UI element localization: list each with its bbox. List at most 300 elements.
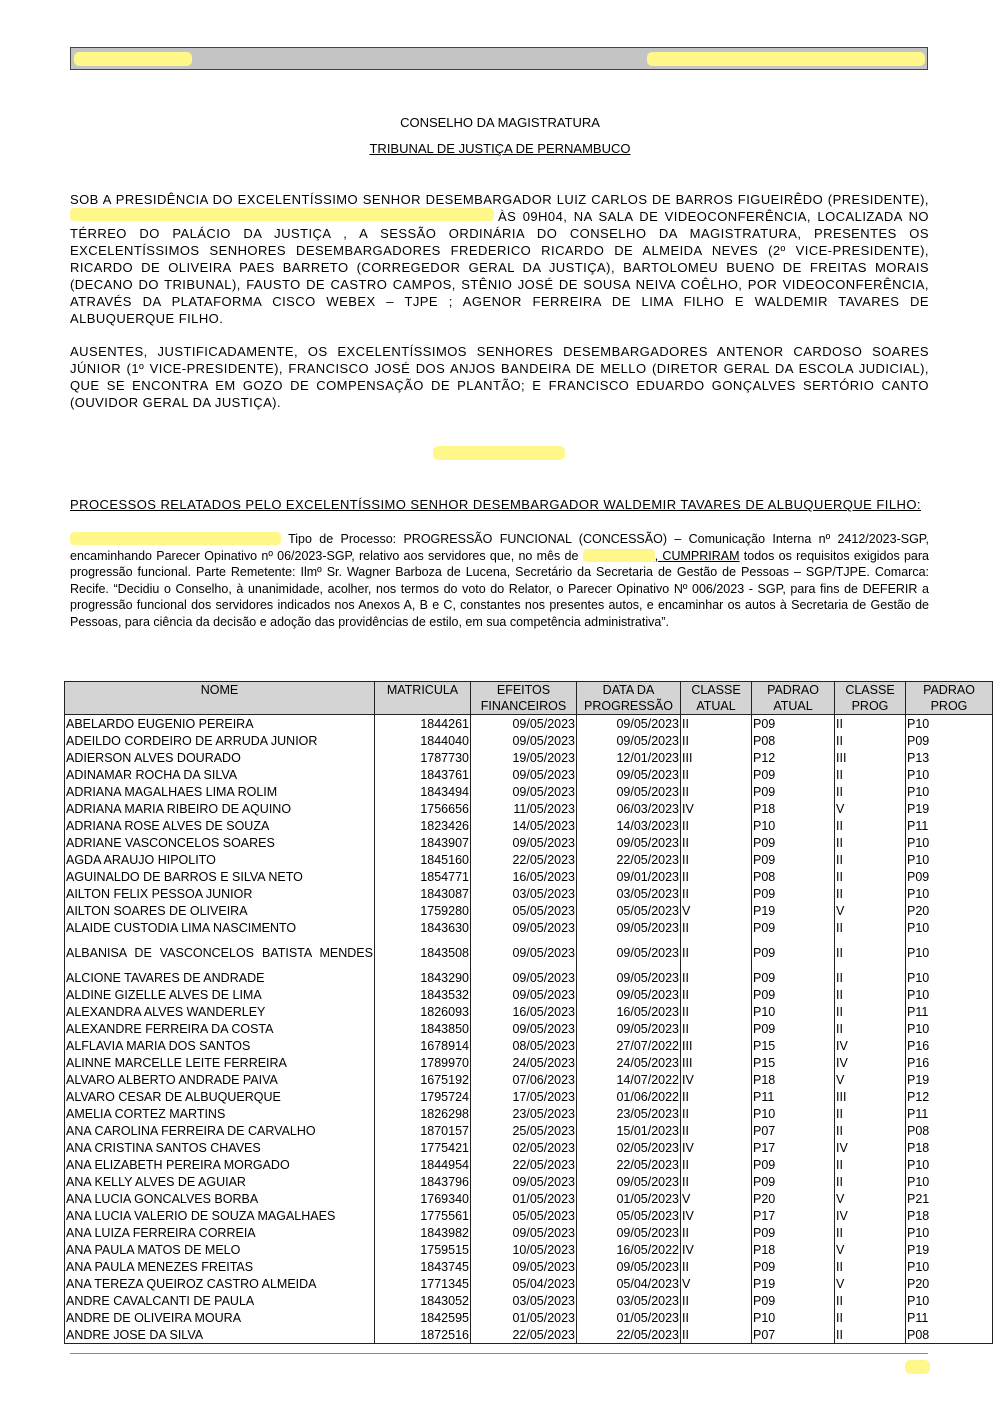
- intro-line-2: ÀS 09H04, NA SALA DE VIDEOCONFERÊNCIA, LOCALIZADA NO: [498, 209, 929, 224]
- table-cell: II: [835, 1224, 906, 1241]
- table-cell: ANA KELLY ALVES DE AGUIAR: [65, 1173, 375, 1190]
- table-cell: P10: [906, 936, 993, 969]
- table-cell: IV: [681, 1207, 752, 1224]
- table-cell: 1843850: [375, 1020, 471, 1037]
- table-cell: II: [835, 783, 906, 800]
- table-cell: 01/06/2022: [577, 1088, 681, 1105]
- table-cell: II: [835, 817, 906, 834]
- table-cell: P10: [906, 1258, 993, 1275]
- table-cell: ALCIONE TAVARES DE ANDRADE: [65, 969, 375, 986]
- table-cell: 1844040: [375, 732, 471, 749]
- table-cell: 09/05/2023: [577, 1258, 681, 1275]
- table-cell: ANA CAROLINA FERREIRA DE CARVALHO: [65, 1122, 375, 1139]
- table-cell: ANDRE JOSE DA SILVA: [65, 1326, 375, 1344]
- table-cell: 03/05/2023: [577, 885, 681, 902]
- table-row: [65, 1292, 993, 1309]
- table-cell: ADINAMAR ROCHA DA SILVA: [65, 766, 375, 783]
- table-cell: P10: [906, 919, 993, 936]
- table-cell: P12: [752, 749, 835, 766]
- col-header: CLASSE PROG: [835, 682, 906, 715]
- table-cell: P19: [752, 1275, 835, 1292]
- table-cell: V: [835, 1241, 906, 1258]
- table-row: [65, 1037, 993, 1054]
- table-cell: II: [681, 1122, 752, 1139]
- table-cell: 1872516: [375, 1326, 471, 1344]
- table-cell: P19: [906, 800, 993, 817]
- table-cell: P20: [906, 902, 993, 919]
- table-cell: II: [681, 969, 752, 986]
- table-cell: 09/05/2023: [471, 766, 577, 783]
- table-cell: P19: [752, 902, 835, 919]
- table-cell: V: [681, 902, 752, 919]
- table-cell: P13: [906, 749, 993, 766]
- table-row: [65, 902, 993, 919]
- table-cell: P11: [752, 1088, 835, 1105]
- table-cell: P09: [752, 851, 835, 868]
- table-cell: II: [681, 1020, 752, 1037]
- table-cell: 09/05/2023: [577, 1020, 681, 1037]
- table-cell: II: [681, 1224, 752, 1241]
- table-cell: V: [835, 1190, 906, 1207]
- table-row: [65, 986, 993, 1003]
- table-cell: II: [835, 851, 906, 868]
- page-number-highlight: [905, 1360, 930, 1374]
- progression-table: [64, 681, 993, 1344]
- table-cell: 09/05/2023: [471, 715, 577, 733]
- table-header-row: [65, 682, 993, 715]
- table-cell: 1845160: [375, 851, 471, 868]
- council-title: CONSELHO DA MAGISTRATURA: [400, 115, 600, 130]
- table-cell: 27/07/2022: [577, 1037, 681, 1054]
- table-cell: III: [681, 1054, 752, 1071]
- table-row: [65, 783, 993, 800]
- table-cell: P16: [906, 1037, 993, 1054]
- table-cell: 09/05/2023: [577, 766, 681, 783]
- table-row: [65, 1003, 993, 1020]
- table-cell: P10: [906, 969, 993, 986]
- table-cell: P10: [906, 783, 993, 800]
- table-cell: II: [681, 885, 752, 902]
- table-cell: P11: [906, 1105, 993, 1122]
- table-row: [65, 834, 993, 851]
- table-cell: AILTON SOARES DE OLIVEIRA: [65, 902, 375, 919]
- table-cell: ALDINE GIZELLE ALVES DE LIMA: [65, 986, 375, 1003]
- table-cell: II: [681, 1326, 752, 1344]
- table-cell: 02/05/2023: [471, 1139, 577, 1156]
- table-cell: 1843982: [375, 1224, 471, 1241]
- table-cell: 01/05/2023: [577, 1309, 681, 1326]
- table-cell: V: [835, 800, 906, 817]
- table-cell: P12: [906, 1088, 993, 1105]
- table-cell: IV: [835, 1037, 906, 1054]
- table-cell: ANA PAULA MENEZES FREITAS: [65, 1258, 375, 1275]
- table-cell: III: [681, 1037, 752, 1054]
- table-cell: 09/05/2023: [471, 1224, 577, 1241]
- table-cell: II: [681, 783, 752, 800]
- table-cell: 1842595: [375, 1309, 471, 1326]
- table-row: [65, 1275, 993, 1292]
- table-row: [65, 1156, 993, 1173]
- table-cell: 09/05/2023: [471, 1258, 577, 1275]
- table-cell: II: [835, 1292, 906, 1309]
- col-header: MATRICULA: [375, 682, 471, 715]
- table-cell: II: [835, 1258, 906, 1275]
- table-cell: II: [835, 868, 906, 885]
- table-cell: 24/05/2023: [471, 1054, 577, 1071]
- table-cell: II: [681, 919, 752, 936]
- table-cell: III: [835, 1088, 906, 1105]
- table-cell: II: [835, 766, 906, 783]
- table-cell: 14/05/2023: [471, 817, 577, 834]
- table-cell: 09/05/2023: [471, 919, 577, 936]
- table-cell: II: [835, 1173, 906, 1190]
- table-cell: 1843508: [375, 936, 471, 969]
- table-cell: 09/05/2023: [471, 936, 577, 969]
- table-cell: 16/05/2023: [471, 868, 577, 885]
- table-cell: 1843494: [375, 783, 471, 800]
- table-cell: V: [681, 1275, 752, 1292]
- table-cell: 22/05/2023: [577, 1156, 681, 1173]
- table-cell: IV: [681, 1071, 752, 1088]
- table-cell: 09/05/2023: [471, 834, 577, 851]
- table-cell: P08: [752, 732, 835, 749]
- table-cell: ABELARDO EUGENIO PEREIRA: [65, 715, 375, 733]
- table-cell: 1843630: [375, 919, 471, 936]
- table-cell: III: [681, 749, 752, 766]
- table-cell: 09/05/2023: [577, 986, 681, 1003]
- table-cell: 02/05/2023: [577, 1139, 681, 1156]
- table-cell: ADRIANA MARIA RIBEIRO DE AQUINO: [65, 800, 375, 817]
- table-row: [65, 749, 993, 766]
- redaction-highlight: [647, 52, 925, 66]
- table-cell: 1675192: [375, 1071, 471, 1088]
- table-cell: II: [835, 1003, 906, 1020]
- table-cell: P11: [906, 1309, 993, 1326]
- table-row: [65, 1241, 993, 1258]
- table-cell: P09: [752, 936, 835, 969]
- table-cell: P21: [906, 1190, 993, 1207]
- table-row: [65, 885, 993, 902]
- table-cell: 1843745: [375, 1258, 471, 1275]
- table-cell: V: [835, 1275, 906, 1292]
- table-cell: II: [835, 1156, 906, 1173]
- col-header: DATA DA PROGRESSÃO: [577, 682, 681, 715]
- table-cell: 09/05/2023: [471, 1020, 577, 1037]
- table-cell: 1795724: [375, 1088, 471, 1105]
- table-cell: 24/05/2023: [577, 1054, 681, 1071]
- table-cell: 01/05/2023: [471, 1190, 577, 1207]
- table-cell: ANDRE DE OLIVEIRA MOURA: [65, 1309, 375, 1326]
- table-cell: ALVARO CESAR DE ALBUQUERQUE: [65, 1088, 375, 1105]
- table-row: [65, 1088, 993, 1105]
- table-cell: P16: [906, 1054, 993, 1071]
- table-cell: P07: [752, 1326, 835, 1344]
- table-cell: ANA CRISTINA SANTOS CHAVES: [65, 1139, 375, 1156]
- table-row: [65, 800, 993, 817]
- table-row: [65, 1071, 993, 1088]
- table-cell: P09: [752, 969, 835, 986]
- table-cell: II: [681, 817, 752, 834]
- table-row: [65, 1207, 993, 1224]
- table-cell: 22/05/2023: [471, 1156, 577, 1173]
- table-cell: P08: [752, 868, 835, 885]
- table-cell: P20: [906, 1275, 993, 1292]
- table-row: [65, 1326, 993, 1344]
- table-cell: P18: [752, 800, 835, 817]
- table-cell: 22/05/2023: [577, 851, 681, 868]
- table-cell: P20: [752, 1190, 835, 1207]
- redaction-highlight: [583, 549, 655, 562]
- table-cell: 09/05/2023: [577, 919, 681, 936]
- table-cell: II: [835, 986, 906, 1003]
- table-cell: AGUINALDO DE BARROS E SILVA NETO: [65, 868, 375, 885]
- table-cell: 14/07/2022: [577, 1071, 681, 1088]
- table-cell: ALAIDE CUSTODIA LIMA NASCIMENTO: [65, 919, 375, 936]
- table-cell: P11: [906, 1003, 993, 1020]
- intro-line-1: SOB A PRESIDÊNCIA DO EXCELENTÍSSIMO SENHOR DESEMBARGADOR LUIZ CARLOS DE BARROS FIGUEIRÊDO (PRESIDENTE),: [70, 192, 929, 207]
- table-cell: II: [681, 732, 752, 749]
- table-cell: 03/05/2023: [471, 1292, 577, 1309]
- table-cell: 09/05/2023: [471, 969, 577, 986]
- table-cell: 22/05/2023: [471, 851, 577, 868]
- table-cell: 1771345: [375, 1275, 471, 1292]
- table-cell: P09: [752, 834, 835, 851]
- col-header: PADRAO ATUAL: [752, 682, 835, 715]
- table-cell: ALFLAVIA MARIA DOS SANTOS: [65, 1037, 375, 1054]
- table-cell: 03/05/2023: [471, 885, 577, 902]
- table-cell: II: [681, 851, 752, 868]
- table-cell: ADEILDO CORDEIRO DE ARRUDA JUNIOR: [65, 732, 375, 749]
- table-cell: P10: [906, 885, 993, 902]
- processes-heading: PROCESSOS RELATADOS PELO EXCELENTÍSSIMO SENHOR DESEMBARGADOR WALDEMIR TAVARES DE ALBUQUERQUE FILHO:: [70, 497, 921, 512]
- table-cell: 09/05/2023: [577, 732, 681, 749]
- table-cell: 22/05/2023: [577, 1326, 681, 1344]
- table-cell: II: [681, 1003, 752, 1020]
- table-cell: II: [681, 1156, 752, 1173]
- table-cell: ALBANISA DE VASCONCELOS BATISTA MENDES: [65, 936, 375, 969]
- table-cell: II: [835, 919, 906, 936]
- table-cell: ANA LUCIA GONCALVES BORBA: [65, 1190, 375, 1207]
- table-cell: P08: [906, 1326, 993, 1344]
- table-cell: P10: [752, 817, 835, 834]
- table-cell: II: [681, 1258, 752, 1275]
- table-cell: 05/04/2023: [577, 1275, 681, 1292]
- table-cell: 23/05/2023: [471, 1105, 577, 1122]
- table-cell: 09/05/2023: [471, 783, 577, 800]
- table-cell: II: [835, 936, 906, 969]
- table-cell: ALVARO ALBERTO ANDRADE PAIVA: [65, 1071, 375, 1088]
- table-cell: II: [835, 1309, 906, 1326]
- footer-line: [70, 1353, 928, 1354]
- table-cell: P09: [752, 919, 835, 936]
- table-cell: 05/05/2023: [577, 902, 681, 919]
- table-cell: ANA ELIZABETH PEREIRA MORGADO: [65, 1156, 375, 1173]
- table-cell: 09/05/2023: [577, 715, 681, 733]
- table-cell: P10: [906, 986, 993, 1003]
- table-cell: P09: [752, 1292, 835, 1309]
- table-cell: ANDRE CAVALCANTI DE PAULA: [65, 1292, 375, 1309]
- table-cell: II: [835, 1122, 906, 1139]
- table-row: [65, 1173, 993, 1190]
- table-cell: ANA PAULA MATOS DE MELO: [65, 1241, 375, 1258]
- table-cell: P10: [752, 1309, 835, 1326]
- table-row: [65, 1122, 993, 1139]
- table-cell: II: [681, 1173, 752, 1190]
- table-cell: 1843796: [375, 1173, 471, 1190]
- table-cell: 1756656: [375, 800, 471, 817]
- col-header: CLASSE ATUAL: [681, 682, 752, 715]
- table-cell: 1843052: [375, 1292, 471, 1309]
- table-cell: ADRIANA ROSE ALVES DE SOUZA: [65, 817, 375, 834]
- table-cell: 1775421: [375, 1139, 471, 1156]
- table-cell: II: [681, 868, 752, 885]
- table-cell: 1843761: [375, 766, 471, 783]
- table-cell: 08/05/2023: [471, 1037, 577, 1054]
- table-cell: II: [835, 732, 906, 749]
- table-cell: P10: [906, 1224, 993, 1241]
- table-cell: ALEXANDRA ALVES WANDERLEY: [65, 1003, 375, 1020]
- table-row: [65, 851, 993, 868]
- table-cell: P18: [906, 1207, 993, 1224]
- table-cell: P10: [906, 1020, 993, 1037]
- table-cell: 1870157: [375, 1122, 471, 1139]
- table-row: [65, 868, 993, 885]
- table-cell: P17: [752, 1207, 835, 1224]
- court-title: TRIBUNAL DE JUSTIÇA DE PERNAMBUCO: [369, 141, 631, 156]
- table-cell: 09/05/2023: [577, 936, 681, 969]
- table-cell: 09/05/2023: [471, 732, 577, 749]
- table-cell: 1789970: [375, 1054, 471, 1071]
- table-cell: P07: [752, 1122, 835, 1139]
- table-cell: 15/01/2023: [577, 1122, 681, 1139]
- table-cell: P10: [906, 766, 993, 783]
- table-cell: 1826298: [375, 1105, 471, 1122]
- table-row: [65, 1309, 993, 1326]
- table-cell: 09/05/2023: [471, 1173, 577, 1190]
- table-cell: 06/03/2023: [577, 800, 681, 817]
- process-paragraph: Tipo de Processo: PROGRESSÃO FUNCIONAL (CONCESSÃO) – Comunicação Interna nº 2412/2023-SGP, encaminhando Parecer Opinativo nº 06/2023-SGP, relativo aos servidores que, no mês de , CUMPRIRAM todos os requisitos exigidos para progressão funcional. Parte Remetente: Ilmº Sr. Wagner Barboza de Lucena, Secretário da Secretaria de Gestão de Pessoas – SGP/TJPE. Comarca: Recife. “Decidiu o Conselho, à unanimidade, acolher, nos termos do voto do Relator, o Parecer Opinativo Nº 006/2023 - SGP, para fins de DEFERIR a progressão funcional dos servidores indicados nos Anexos A, B e C, constantes nos presentes autos, e encaminhar os autos à Secretaria de Gestão de Pessoas, para ciência da decisão e adoção das providências de estilo, em sua competência administrativa”.: [70, 532, 929, 629]
- table-cell: 09/01/2023: [577, 868, 681, 885]
- table-cell: II: [835, 969, 906, 986]
- table-cell: 05/05/2023: [471, 902, 577, 919]
- table-cell: 1759280: [375, 902, 471, 919]
- table-cell: AGDA ARAUJO HIPOLITO: [65, 851, 375, 868]
- table-cell: P09: [752, 1156, 835, 1173]
- table-row: [65, 919, 993, 936]
- table-cell: IV: [681, 1139, 752, 1156]
- table-cell: II: [681, 766, 752, 783]
- table-cell: II: [681, 1309, 752, 1326]
- table-cell: 05/05/2023: [471, 1207, 577, 1224]
- table-row: [65, 1139, 993, 1156]
- table-cell: 01/05/2023: [577, 1190, 681, 1207]
- table-cell: ADIERSON ALVES DOURADO: [65, 749, 375, 766]
- table-cell: II: [681, 715, 752, 733]
- table-cell: P18: [752, 1071, 835, 1088]
- table-row: [65, 1224, 993, 1241]
- table-cell: II: [835, 885, 906, 902]
- table-cell: 1787730: [375, 749, 471, 766]
- table-cell: P19: [906, 1071, 993, 1088]
- table-cell: P09: [752, 1224, 835, 1241]
- table-cell: II: [681, 986, 752, 1003]
- table-cell: II: [835, 715, 906, 733]
- table-row: [65, 817, 993, 834]
- table-cell: IV: [835, 1054, 906, 1071]
- table-cell: AMELIA CORTEZ MARTINS: [65, 1105, 375, 1122]
- table-cell: 09/05/2023: [577, 834, 681, 851]
- table-row: [65, 1258, 993, 1275]
- table-cell: 09/05/2023: [577, 969, 681, 986]
- table-row: [65, 936, 993, 969]
- table-cell: P11: [906, 817, 993, 834]
- table-cell: P10: [906, 1156, 993, 1173]
- table-cell: 1844954: [375, 1156, 471, 1173]
- table-cell: IV: [681, 800, 752, 817]
- table-cell: 14/03/2023: [577, 817, 681, 834]
- table-cell: P10: [906, 715, 993, 733]
- table-cell: P10: [906, 851, 993, 868]
- intro-paragraph: [70, 191, 929, 327]
- table-cell: 01/05/2023: [471, 1309, 577, 1326]
- table-cell: 17/05/2023: [471, 1088, 577, 1105]
- table-cell: 09/05/2023: [577, 1224, 681, 1241]
- table-cell: 12/01/2023: [577, 749, 681, 766]
- table-cell: 1769340: [375, 1190, 471, 1207]
- table-cell: 16/05/2023: [577, 1003, 681, 1020]
- table-cell: 1826093: [375, 1003, 471, 1020]
- table-cell: 1843532: [375, 986, 471, 1003]
- table-cell: P18: [906, 1139, 993, 1156]
- table-cell: P09: [752, 1020, 835, 1037]
- table-cell: ANA LUCIA VALERIO DE SOUZA MAGALHAES: [65, 1207, 375, 1224]
- table-row: [65, 969, 993, 986]
- redaction-highlight: [433, 446, 565, 460]
- table-cell: 1843087: [375, 885, 471, 902]
- table-cell: P09: [906, 868, 993, 885]
- table-cell: 09/05/2023: [577, 783, 681, 800]
- table-cell: 16/05/2023: [471, 1003, 577, 1020]
- table-cell: 25/05/2023: [471, 1122, 577, 1139]
- table-cell: V: [835, 1071, 906, 1088]
- table-cell: 1843907: [375, 834, 471, 851]
- table-cell: P10: [906, 1173, 993, 1190]
- table-cell: P10: [906, 1292, 993, 1309]
- table-cell: III: [835, 749, 906, 766]
- table-cell: ADRIANA MAGALHAES LIMA ROLIM: [65, 783, 375, 800]
- table-cell: 1759515: [375, 1241, 471, 1258]
- table-cell: II: [681, 834, 752, 851]
- table-cell: ANA LUIZA FERREIRA CORREIA: [65, 1224, 375, 1241]
- table-cell: 11/05/2023: [471, 800, 577, 817]
- table-cell: P15: [752, 1054, 835, 1071]
- table-cell: P09: [752, 766, 835, 783]
- table-cell: ALEXANDRE FERREIRA DA COSTA: [65, 1020, 375, 1037]
- col-header: EFEITOS FINANCEIROS: [471, 682, 577, 715]
- absent-paragraph: AUSENTES, JUSTIFICADAMENTE, OS EXCELENTÍSSIMOS SENHORES DESEMBARGADORES ANTENOR CARDOSO SOARES JÚNIOR (1º VICE-PRESIDENTE), FRANCISCO JOSÉ DOS ANJOS BANDEIRA DE MELLO (DIRETOR GERAL DA ESCOLA JUDICIAL), QUE SE ENCONTRA EM GOZO DE COMPENSAÇÃO DE PLANTÃO; E FRANCISCO EDUARDO GONÇALVES SERTÓRIO CANTO (OUVIDOR GERAL DA JUSTIÇA).: [70, 344, 929, 410]
- table-cell: 03/05/2023: [577, 1292, 681, 1309]
- table-cell: P15: [752, 1037, 835, 1054]
- table-cell: P08: [906, 1122, 993, 1139]
- table-cell: P17: [752, 1139, 835, 1156]
- table-cell: 23/05/2023: [577, 1105, 681, 1122]
- table-cell: 1843290: [375, 969, 471, 986]
- table-cell: IV: [835, 1207, 906, 1224]
- table-cell: P18: [752, 1241, 835, 1258]
- redaction-highlight: [74, 52, 192, 66]
- table-cell: 05/04/2023: [471, 1275, 577, 1292]
- table-cell: P10: [906, 834, 993, 851]
